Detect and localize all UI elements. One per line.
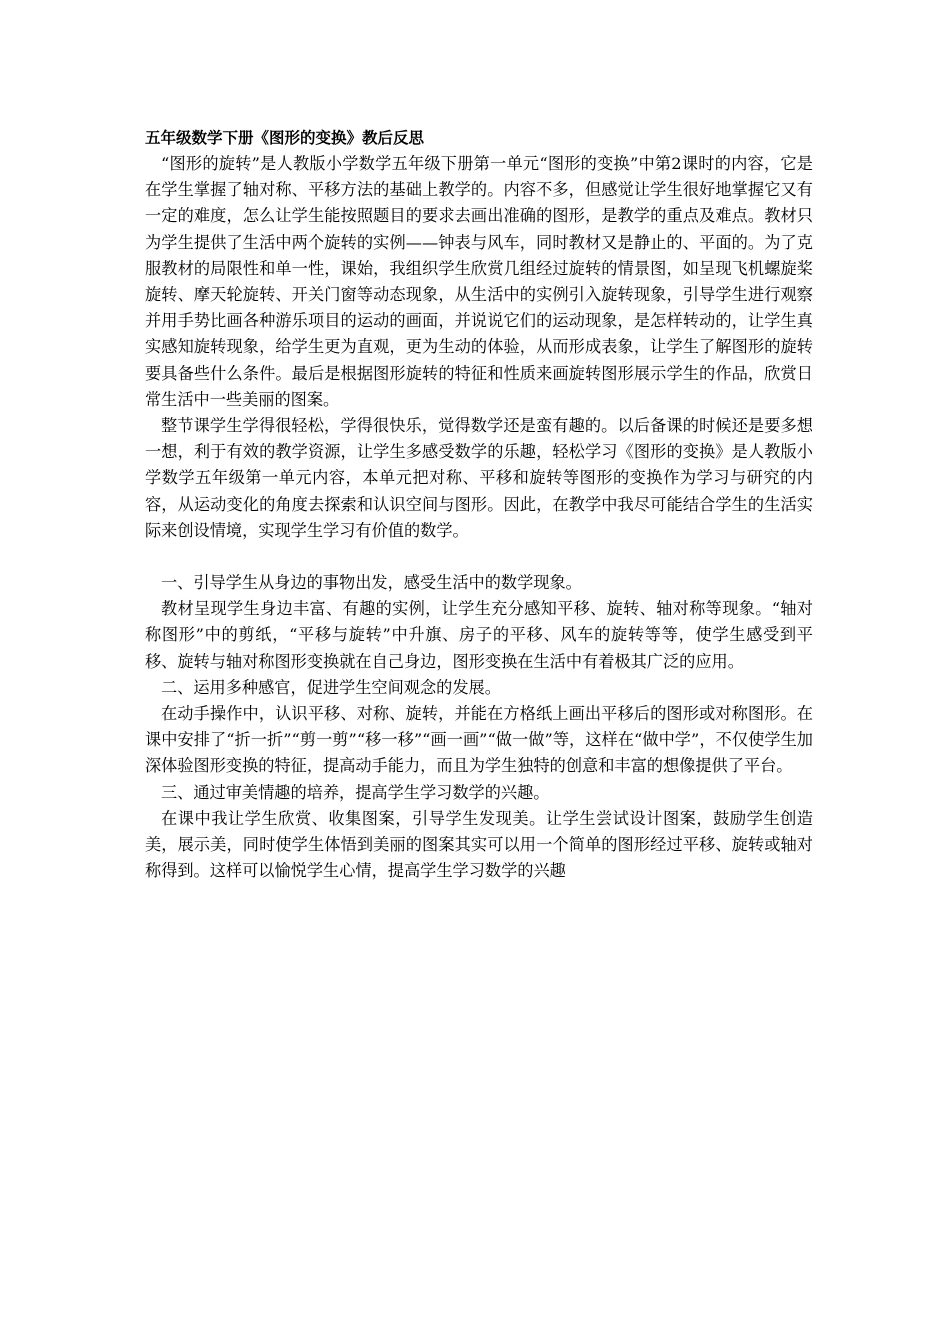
heading-point-one: 一、引导学生从身边的事物出发，感受生活中的数学现象。 <box>161 573 582 593</box>
paragraph-point-one: 教材呈现学生身边丰富、有趣的实例，让学生充分感知平移、旋转、轴对称等现象。“轴对称图形”中的剪纸，“平移与旋转”中升旗、房子的平移、风车的旋转等等，使学生感受到平移、旋转与轴对称图形变换就在自己身边，图形变换在生活中有着极其广泛的应用。 <box>145 599 813 671</box>
paragraph-point-two: 在动手操作中，认识平移、对称、旋转，并能在方格纸上画出平移后的图形或对称图形。在课中安排了“折一折”“剪一剪”“移一移”“画一画”“做一做”等，这样在“做中学”，不仅使学生加深体验图形变换的特征，提高动手能力，而且为学生独特的创意和丰富的想像提供了平台。 <box>145 704 813 776</box>
blank-line <box>145 544 813 570</box>
heading-point-three: 三、通过审美情趣的培养，提高学生学习数学的兴趣。 <box>161 782 550 802</box>
document-body <box>145 125 813 884</box>
document-title: 五年级数学下册《图形的变换》教后反思 <box>145 129 425 147</box>
paragraph-lesson-summary: 整节课学生学得很轻松，学得很快乐，觉得数学还是蛮有趣的。以后备课的时候还是要多想一想，利于有效的教学资源，让学生多感受数学的乐趣，轻松学习《图形的变换》是人教版小学数学五年级第一单元内容，本单元把对称、平移和旋转等图形的变换作为学习与研究的内容，从运动变化的角度去探索和认识空间与图形。因此，在教学中我尽可能结合学生的生活实际来创设情境，实现学生学习有价值的数学。 <box>145 416 813 540</box>
paragraph-rotation-lesson: “图形的旋转”是人教版小学数学五年级下册第一单元“图形的变换”中第2课时的内容，它是在学生掌握了轴对称、平移方法的基础上教学的。内容不多，但感觉让学生很好地掌握它又有一定的难度，怎么让学生能按照题目的要求去画出准确的图形，是教学的重点及难点。教材只为学生提供了生活中两个旋转的实例——钟表与风车，同时教材又是静止的、平面的。为了克服教材的局限性和单一性，课始，我组织学生欣赏几组经过旋转的情景图，如呈现飞机螺旋桨旋转、摩天轮旋转、开关门窗等动态现象，从生活中的实例引入旋转现象，引导学生进行观察并用手势比画各种游乐项目的运动的画面，并说说它们的运动现象，是怎样转动的，让学生真实感知旋转现象，给学生更为直观，更为生动的体验，从而形成表象，让学生了解图形的旋转要具备些什么条件。最后是根据图形旋转的特征和性质来画旋转图形展示学生的作品，欣赏日常生活中一些美丽的图案。 <box>145 154 813 409</box>
paragraph-point-three: 在课中我让学生欣赏、收集图案，引导学生发现美。让学生尝试设计图案，鼓励学生创造美，展示美，同时使学生体悟到美丽的图案其实可以用一个简单的图形经过平移、旋转或轴对称得到。这样可以愉悦学生心情，提高学生学习数学的兴趣 <box>145 808 813 881</box>
heading-point-two: 二、运用多种感官，促进学生空间观念的发展。 <box>161 677 501 697</box>
